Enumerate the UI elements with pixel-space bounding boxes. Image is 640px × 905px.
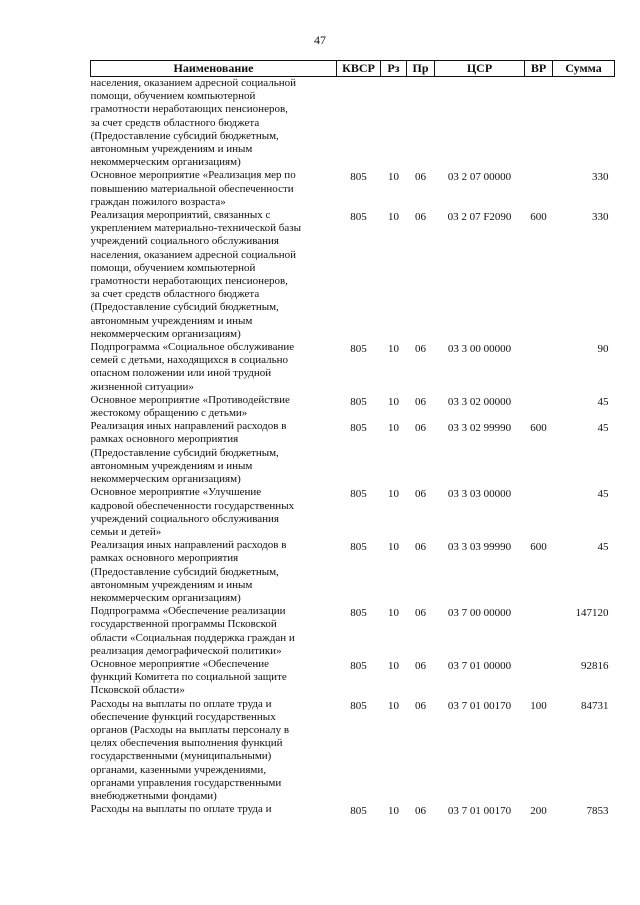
row-vr-cell	[525, 658, 553, 698]
row-rz-cell: 10	[388, 488, 399, 501]
row-name-line: Основное мероприятие «Противодействие	[90, 393, 290, 406]
table-row	[91, 77, 615, 170]
row-csr-cell: 03 2 07 00000	[447, 171, 512, 184]
row-name-cell	[91, 486, 337, 539]
table-row	[91, 605, 615, 658]
row-csr-cell: 03 3 03 99990	[447, 541, 512, 554]
row-vr-cell: 600	[530, 211, 547, 224]
row-name-line: опасном положении или иной трудной	[90, 367, 272, 380]
header-vr: ВР	[525, 61, 553, 77]
row-name-line: Подпрограмма «Социальное обслуживание	[90, 341, 295, 354]
row-csr-cell: 03 3 00 00000	[447, 343, 512, 356]
row-name-cell	[91, 341, 337, 394]
row-name-cell	[91, 605, 337, 658]
row-name-line: Расходы на выплаты по оплате труда и	[90, 697, 272, 710]
budget-table-container	[90, 60, 614, 818]
row-name-cell	[91, 803, 337, 818]
row-pr-cell: 06	[415, 541, 426, 554]
row-name-line: автономным учреждениям и иным	[90, 314, 253, 327]
row-csr-cell: 03 2 07 F2090	[447, 211, 512, 224]
row-name-cell	[91, 698, 337, 804]
row-name-line: грамотности неработающих пенсионеров,	[90, 275, 288, 288]
row-name-line: укреплением материально-технической базы	[90, 222, 301, 235]
row-vr-cell	[525, 169, 553, 209]
row-kvsr-cell: 805	[350, 422, 367, 435]
row-name-line: Реализация иных направлений расходов в	[90, 420, 287, 433]
row-name-line: целях обеспечения выполнения функций	[90, 737, 283, 750]
row-rz-cell: 10	[388, 805, 399, 818]
row-vr-cell: 600	[530, 541, 547, 554]
table-row	[91, 420, 615, 486]
row-vr-cell	[525, 341, 553, 394]
row-name-line: населения, оказанием адресной социальной	[90, 248, 296, 261]
row-name-cell	[91, 77, 337, 170]
row-csr-cell: 03 3 02 99990	[447, 422, 512, 435]
row-name-line: автономным учреждениям и иным	[90, 143, 253, 156]
row-sum-cell: 92816	[581, 659, 609, 672]
row-sum-cell: 147120	[575, 607, 609, 620]
row-name-cell	[91, 658, 337, 698]
row-kvsr-cell	[337, 77, 381, 170]
row-rz-cell: 10	[388, 607, 399, 620]
row-csr-cell: 03 3 03 00000	[447, 488, 512, 501]
row-name-line: (Предоставление субсидий бюджетным,	[90, 129, 279, 142]
header-name: Наименование	[91, 61, 337, 77]
row-vr-cell	[525, 394, 553, 420]
row-vr-cell: 200	[530, 805, 547, 818]
row-sum-cell: 330	[592, 211, 609, 224]
row-pr-cell: 06	[415, 422, 426, 435]
row-vr-cell	[525, 605, 553, 658]
row-name-line: за счет средств областного бюджета	[90, 288, 260, 301]
row-csr-cell: 03 7 01 00000	[447, 659, 512, 672]
table-row	[91, 341, 615, 394]
row-name-line: Реализация мероприятий, связанных с	[90, 209, 271, 222]
row-kvsr-cell: 805	[350, 541, 367, 554]
row-name-line: повышению материальной обеспеченности	[90, 182, 294, 195]
row-rz-cell: 10	[388, 541, 399, 554]
header-csr: ЦСР	[435, 61, 525, 77]
row-pr-cell: 06	[415, 211, 426, 224]
row-name-line: автономным учреждениям и иным	[90, 459, 253, 472]
row-name-line: Реализация иных направлений расходов в	[90, 539, 287, 552]
row-name-line: некоммерческим организациям)	[90, 327, 241, 340]
row-kvsr-cell: 805	[350, 488, 367, 501]
header-rz: Рз	[381, 61, 407, 77]
row-pr-cell: 06	[415, 607, 426, 620]
table-row	[91, 539, 615, 605]
row-rz-cell: 10	[388, 395, 399, 408]
row-name-line: рамках основного мероприятия	[90, 552, 239, 565]
table-row	[91, 658, 615, 698]
row-name-line: Расходы на выплаты по оплате труда и	[90, 803, 272, 816]
row-pr-cell: 06	[415, 488, 426, 501]
row-sum-cell: 330	[592, 171, 609, 184]
table-header-row	[91, 61, 615, 77]
row-name-line: граждан пожилого возраста»	[90, 195, 226, 208]
table-row	[91, 698, 615, 804]
row-name-line: жизненной ситуации»	[90, 380, 194, 393]
row-pr-cell	[407, 77, 435, 170]
row-rz-cell	[381, 77, 407, 170]
row-name-line: за счет средств областного бюджета	[90, 116, 260, 129]
row-name-cell	[91, 169, 337, 209]
row-kvsr-cell: 805	[350, 395, 367, 408]
row-name-line: помощи, обучением компьютерной	[90, 90, 256, 103]
row-name-line: органами управления государственными	[90, 776, 282, 789]
row-name-line: функций Комитета по социальной защите	[90, 671, 287, 684]
row-name-cell	[91, 420, 337, 486]
row-pr-cell: 06	[415, 343, 426, 356]
row-name-line: грамотности неработающих пенсионеров,	[90, 103, 288, 116]
table-row	[91, 209, 615, 341]
row-name-line: (Предоставление субсидий бюджетным,	[90, 446, 279, 459]
row-name-line: области «Социальная поддержка граждан и	[90, 631, 295, 644]
table-body	[91, 77, 615, 819]
row-name-line: государственными (муниципальными)	[90, 750, 272, 763]
row-name-cell	[91, 539, 337, 605]
header-kvsr: КВСР	[337, 61, 381, 77]
row-sum-cell	[553, 77, 615, 170]
row-csr-cell: 03 7 01 00170	[447, 699, 512, 712]
row-rz-cell: 10	[388, 171, 399, 184]
row-name-line: внебюджетными фондами)	[90, 789, 217, 802]
row-name-line: Основное мероприятие «Улучшение	[90, 486, 262, 499]
row-pr-cell: 06	[415, 699, 426, 712]
row-pr-cell: 06	[415, 805, 426, 818]
row-pr-cell: 06	[415, 171, 426, 184]
row-name-line: семей с детьми, находящихся в социально	[90, 354, 289, 367]
row-sum-cell: 45	[597, 395, 609, 408]
row-sum-cell: 90	[597, 343, 609, 356]
row-name-line: (Предоставление субсидий бюджетным,	[90, 301, 279, 314]
table-row	[91, 169, 615, 209]
header-sum: Сумма	[553, 61, 615, 77]
row-kvsr-cell: 805	[350, 343, 367, 356]
table-row	[91, 394, 615, 420]
row-name-line: обеспечение функций государственных	[90, 710, 276, 723]
row-vr-cell: 100	[530, 699, 547, 712]
header-pr: Пр	[407, 61, 435, 77]
table-row	[91, 803, 615, 818]
row-sum-cell: 45	[597, 422, 609, 435]
row-vr-cell	[525, 486, 553, 539]
row-name-line: Подпрограмма «Обеспечение реализации	[90, 605, 286, 618]
row-name-line: некоммерческим организациям)	[90, 473, 241, 486]
row-kvsr-cell: 805	[350, 607, 367, 620]
row-name-cell	[91, 209, 337, 341]
row-csr-cell: 03 3 02 00000	[447, 395, 512, 408]
row-name-line: органов (Расходы на выплаты персоналу в	[90, 723, 290, 736]
row-name-line: рамках основного мероприятия	[90, 433, 239, 446]
row-pr-cell: 06	[415, 659, 426, 672]
budget-table	[90, 60, 615, 818]
row-vr-cell	[525, 77, 553, 170]
row-name-line: (Предоставление субсидий бюджетным,	[90, 565, 279, 578]
row-name-line: учреждений социального обслуживания	[90, 512, 279, 525]
row-rz-cell: 10	[388, 699, 399, 712]
row-name-line: реализация демографической политики»	[90, 644, 282, 657]
row-name-line: государственной программы Псковской	[90, 618, 277, 631]
row-kvsr-cell: 805	[350, 805, 367, 818]
row-rz-cell: 10	[388, 343, 399, 356]
row-sum-cell: 45	[597, 488, 609, 501]
row-name-line: автономным учреждениям и иным	[90, 578, 253, 591]
row-sum-cell: 7853	[586, 805, 609, 818]
row-name-line: учреждений социального обслуживания	[90, 235, 279, 248]
row-vr-cell: 600	[530, 422, 547, 435]
row-csr-cell: 03 7 01 00170	[447, 805, 512, 818]
row-name-cell	[91, 394, 337, 420]
row-pr-cell: 06	[415, 395, 426, 408]
row-name-line: населения, оказанием адресной социальной	[90, 77, 296, 89]
row-kvsr-cell: 805	[350, 171, 367, 184]
row-name-line: Основное мероприятие «Обеспечение	[90, 657, 270, 670]
row-name-line: кадровой обеспеченности государственных	[90, 499, 295, 512]
row-rz-cell: 10	[388, 422, 399, 435]
row-rz-cell: 10	[388, 659, 399, 672]
page-number: 47	[314, 33, 326, 47]
row-csr-cell	[435, 77, 525, 170]
row-kvsr-cell: 805	[350, 699, 367, 712]
row-name-line: органами, казенными учреждениями,	[90, 763, 266, 776]
table-row	[91, 486, 615, 539]
row-sum-cell: 84731	[581, 699, 609, 712]
row-kvsr-cell: 805	[350, 211, 367, 224]
row-name-line: помощи, обучением компьютерной	[90, 261, 256, 274]
row-kvsr-cell: 805	[350, 659, 367, 672]
row-name-line: Основное мероприятие «Реализация мер по	[90, 169, 296, 182]
row-rz-cell: 10	[388, 211, 399, 224]
row-csr-cell: 03 7 00 00000	[447, 607, 512, 620]
row-name-line: жестокому обращению с детьми»	[90, 407, 248, 420]
row-name-line: семьи и детей»	[90, 525, 162, 538]
row-name-line: Псковской области»	[90, 684, 185, 697]
row-name-line: некоммерческим организациям)	[90, 156, 241, 169]
row-name-line: некоммерческим организациям)	[90, 591, 241, 604]
row-sum-cell: 45	[597, 541, 609, 554]
